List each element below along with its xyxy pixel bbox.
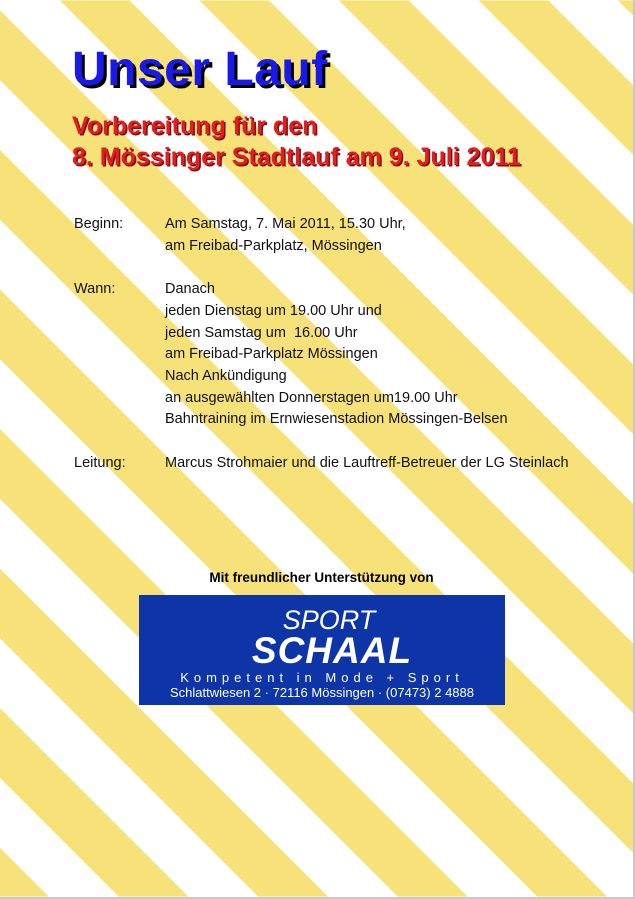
beginn-line: Am Samstag, 7. Mai 2011, 15.30 Uhr,	[165, 216, 406, 232]
logo-tagline: Kompetent in Mode + Sport	[180, 670, 464, 685]
logo-schaal-text: SCHAAL	[251, 630, 413, 671]
beginn-lines	[165, 214, 406, 257]
wann-line: jeden Dienstag um 19.00 Uhr und	[165, 302, 382, 319]
beginn-label: Beginn:	[74, 216, 124, 232]
page-subtitle	[72, 111, 521, 173]
page-title: Unser Lauf	[72, 43, 328, 96]
info-row-beginn	[74, 214, 569, 257]
wann-label: Wann:	[74, 281, 116, 298]
sport-schaal-logo	[139, 595, 505, 705]
wann-lines	[165, 279, 508, 431]
wann-line: jeden Samstag um 16.00 Uhr	[165, 324, 358, 341]
wann-line: Bahntraining im Ernwiesenstadion Mössingen-Belsen	[165, 411, 508, 428]
subtitle-line-2: 8. Mössinger Stadtlauf am 9. Juli 2011	[72, 143, 521, 171]
info-row-leitung	[74, 453, 569, 475]
info-row-wann	[74, 279, 569, 431]
beginn-line: am Freibad-Parkplatz, Mössingen	[165, 237, 382, 254]
leitung-line: Marcus Strohmaier und die Lauftreff-Betreuer der LG Steinlach	[165, 454, 569, 471]
wann-line: an ausgewählten Donnerstagen um19.00 Uhr	[165, 389, 458, 406]
event-info	[74, 214, 569, 474]
wann-line: Nach Ankündigung	[165, 367, 287, 384]
leitung-label: Leitung:	[74, 454, 126, 471]
wann-line: Danach	[165, 281, 215, 298]
wann-line: am Freibad-Parkplatz Mössingen	[165, 346, 378, 363]
subtitle-line-1: Vorbereitung für den	[72, 112, 318, 140]
logo-address: Schlattwiesen 2 · 72116 Mössingen · (07473) 2 4888	[169, 685, 474, 700]
support-text: Mit freundlicher Unterstützung von	[209, 570, 434, 585]
leitung-lines	[165, 453, 569, 475]
logo-sport-text: SPORT	[282, 605, 376, 635]
